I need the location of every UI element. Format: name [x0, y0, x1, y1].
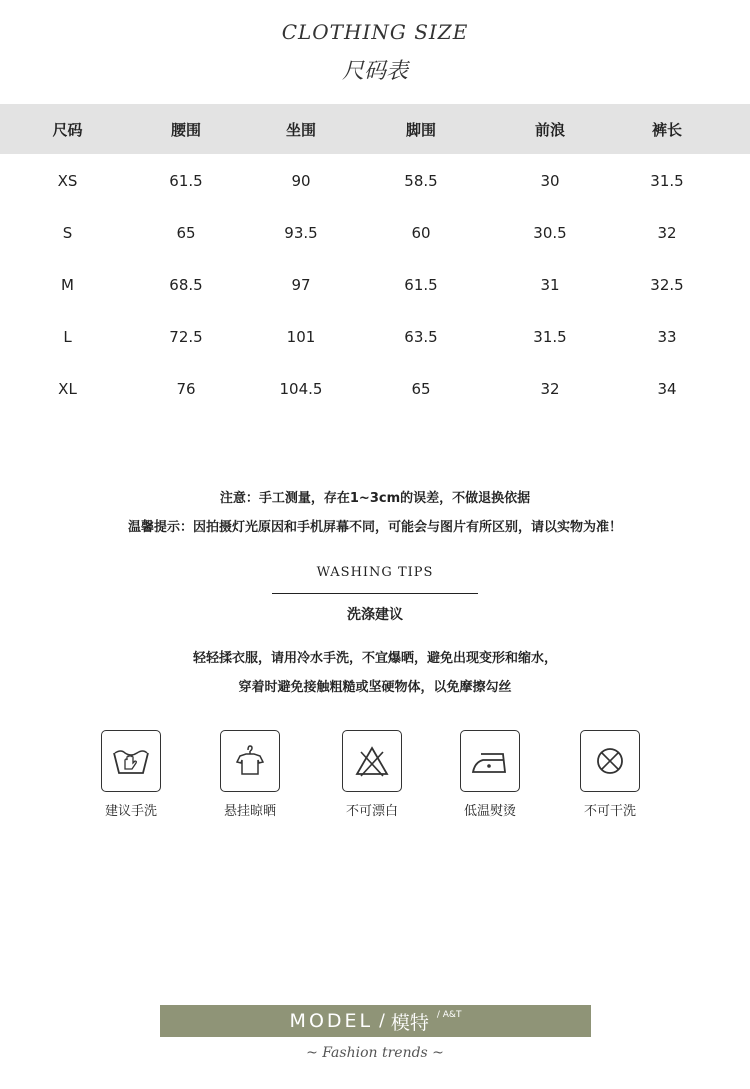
header-cell: 腰围	[170, 120, 201, 139]
table-cell: 30.5	[533, 224, 567, 242]
table-cell: 60	[411, 224, 431, 242]
no-bleach-icon	[342, 730, 402, 792]
fashion-tagline: ~ Fashion trends ~	[306, 1045, 444, 1061]
header-cell: 坐围	[285, 120, 316, 139]
table-cell: 30	[540, 172, 560, 190]
table-cell: 65	[176, 224, 196, 242]
desc-line: 穿着时避免接触粗糙或坚硬物体，以免摩擦勾丝	[238, 680, 512, 695]
table-cell: 34	[657, 380, 677, 398]
table-cell: 61.5	[169, 172, 203, 190]
hand-wash-icon	[101, 730, 161, 792]
table-row	[0, 259, 750, 311]
table-cell: 31.5	[650, 172, 684, 190]
table-cell: L	[63, 328, 72, 346]
measurement-notes	[0, 484, 750, 542]
table-cell: M	[61, 276, 74, 294]
model-slash: /	[379, 1011, 385, 1031]
model-title-cn: 模特	[390, 1011, 429, 1034]
table-cell: 63.5	[404, 328, 438, 346]
table-row	[0, 311, 750, 363]
table-cell: 76	[176, 380, 196, 398]
header-cell: 裤长	[651, 120, 682, 139]
table-cell: 104.5	[279, 380, 323, 398]
desc-line: 轻轻揉衣服，请用冷水手洗，不宜爆晒，避免出现变形和缩水，	[192, 651, 557, 666]
model-banner	[160, 1005, 591, 1037]
table-header	[0, 104, 750, 154]
hang-dry-icon	[220, 730, 280, 792]
table-cell: 97	[291, 276, 311, 294]
title-cn: 尺码表	[341, 59, 408, 84]
care-label: 不可干洗	[583, 804, 636, 819]
table-cell: XL	[58, 380, 77, 398]
note-line: 注意：手工测量，存在1~3cm的误差，不做退换依据	[219, 491, 531, 506]
table-cell: 31.5	[533, 328, 567, 346]
table-cell: 32	[657, 224, 677, 242]
table-cell: 90	[291, 172, 311, 190]
table-cell: 68.5	[169, 276, 203, 294]
table-cell: 58.5	[404, 172, 438, 190]
table-cell: 31	[540, 276, 560, 294]
size-table	[0, 104, 750, 415]
title-en: CLOTHING SIZE	[281, 20, 469, 44]
table-cell: 32	[540, 380, 560, 398]
table-row	[0, 363, 750, 415]
note-line: 温馨提示：因拍摄灯光原因和手机屏幕不同，可能会与图片有所区别，请以实物为准！	[127, 520, 622, 535]
header-cell: 前浪	[534, 120, 565, 139]
washing-title-en: WASHING TIPS	[316, 565, 434, 580]
table-cell: 61.5	[404, 276, 438, 294]
table-row	[0, 207, 750, 259]
header-cell: 尺码	[52, 120, 83, 139]
care-label: 低温熨烫	[463, 804, 516, 819]
table-cell: 33	[657, 328, 677, 346]
table-cell: 32.5	[650, 276, 684, 294]
table-cell: 72.5	[169, 328, 203, 346]
header-cell: 脚围	[405, 120, 436, 139]
table-cell: S	[62, 224, 73, 242]
table-cell: XS	[57, 172, 78, 190]
model-subtitle: / A&T	[436, 1010, 462, 1020]
care-label: 建议手洗	[104, 804, 157, 819]
no-dry-clean-icon	[580, 730, 640, 792]
washing-description	[0, 644, 750, 702]
care-label: 悬挂晾晒	[223, 804, 276, 819]
table-row	[0, 155, 750, 207]
table-cell: 93.5	[284, 224, 318, 242]
care-label: 不可漂白	[345, 804, 398, 819]
table-cell: 101	[286, 328, 316, 346]
washing-title-cn: 洗涤建议	[347, 607, 403, 623]
divider	[272, 593, 478, 594]
table-cell: 65	[411, 380, 431, 398]
low-iron-icon	[460, 730, 520, 792]
model-title-en: MODEL	[289, 1010, 374, 1032]
